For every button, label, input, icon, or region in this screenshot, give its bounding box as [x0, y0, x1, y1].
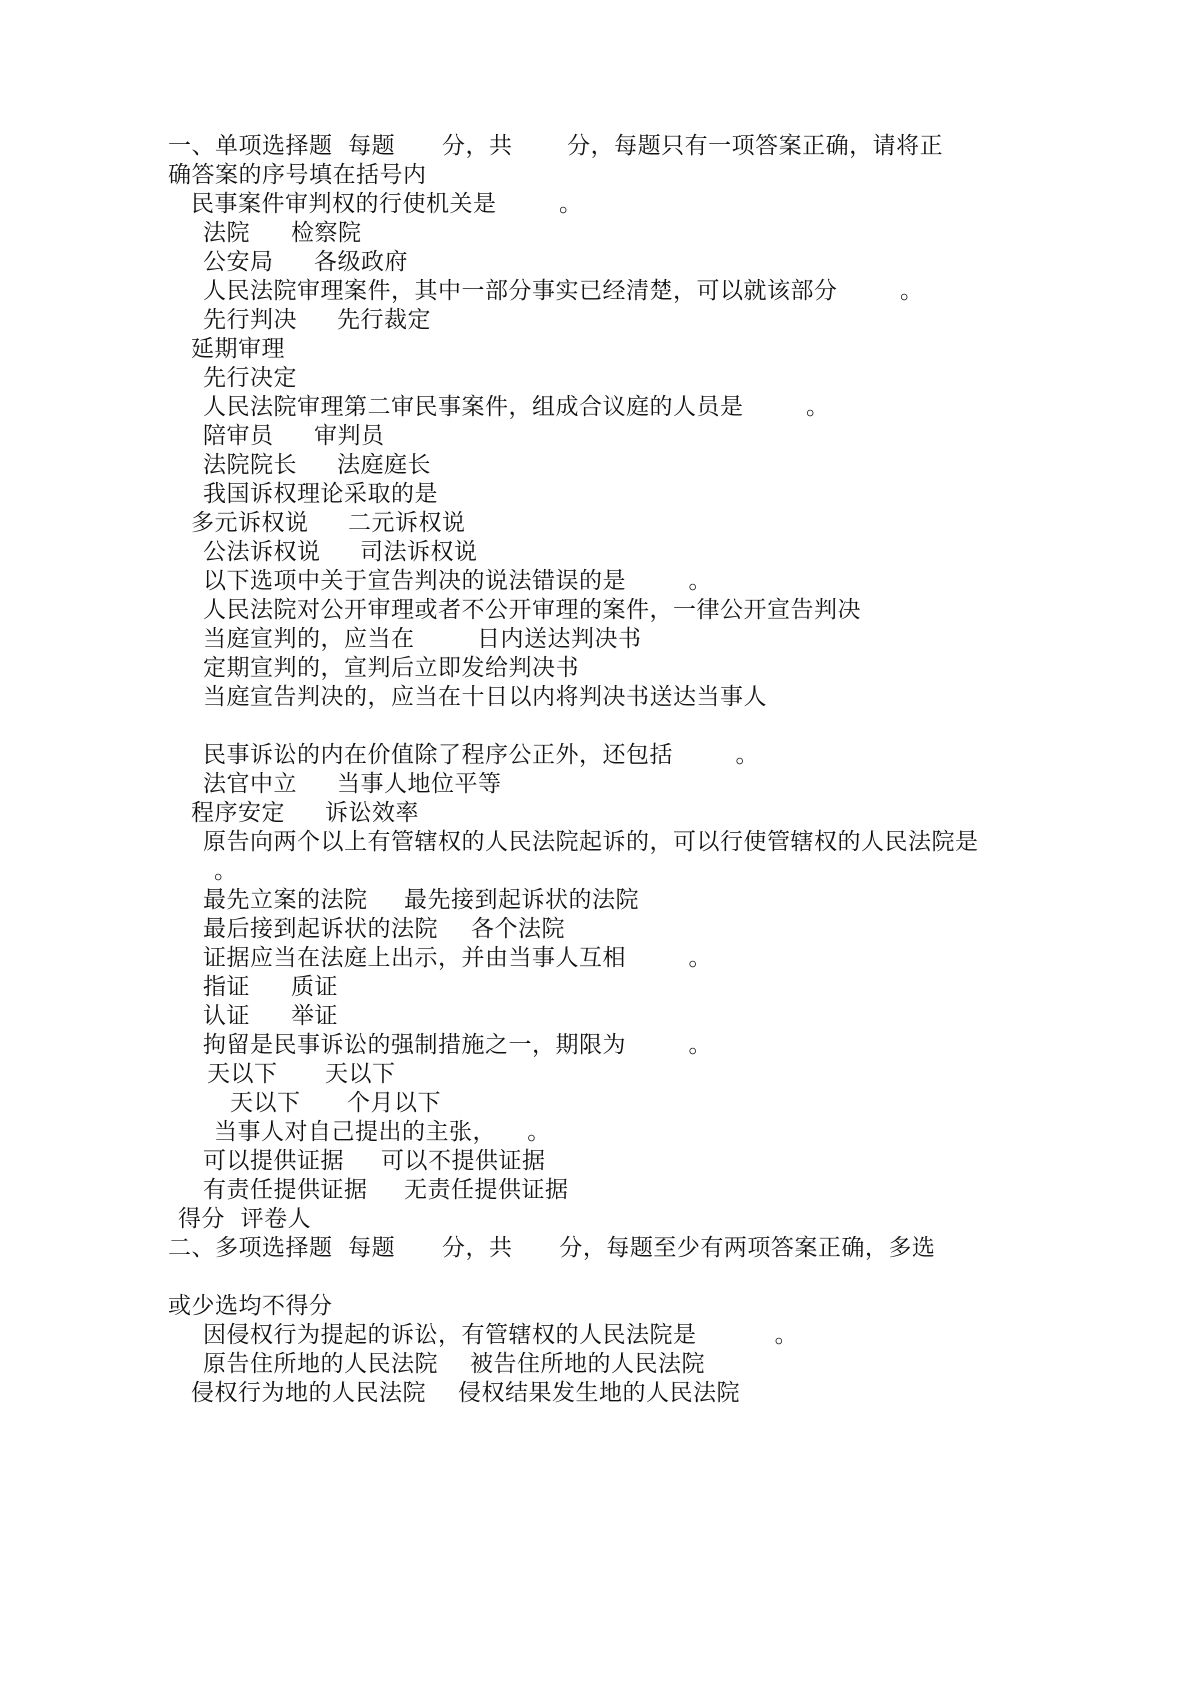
option-c: 最后接到起诉状的法院	[203, 916, 438, 942]
option-b: 最先接到起诉状的法院	[404, 887, 639, 913]
question-2-option-c: 延期审理	[191, 336, 285, 362]
option-a: 指证	[203, 974, 250, 1000]
score-box-label: 得分 评卷人	[178, 1206, 312, 1232]
option-a: 多元诉权说	[191, 510, 309, 536]
question-5-option-b: 当庭宣判的，应当在 日内送达判决书	[203, 626, 642, 652]
section1-header-line2: 确答案的序号填在括号内	[168, 162, 427, 188]
question-5-option-d: 当庭宣告判决的，应当在十日以内将判决书送达当事人	[203, 684, 767, 710]
question-7-stem: 原告向两个以上有管辖权的人民法院起诉的，可以行使管辖权的人民法院是	[203, 829, 979, 855]
section2-header-line1: 二、多项选择题 每题 分，共 分，每题至少有两项答案正确，多选	[168, 1235, 936, 1261]
option-c: 侵权行为地的人民法院	[191, 1380, 426, 1406]
question-1-stem: 民事案件审判权的行使机关是 。	[191, 191, 583, 217]
question-2-option-d: 先行决定	[203, 365, 297, 391]
option-d: 侵权结果发生地的人民法院	[458, 1380, 740, 1406]
section2-header-line2: 或少选均不得分	[168, 1293, 333, 1319]
option-d: 各级政府	[314, 249, 408, 275]
question-5-option-c: 定期宣判的，宣判后立即发给判决书	[203, 655, 579, 681]
option-c: 公安局	[203, 249, 274, 275]
question-6-stem: 民事诉讼的内在价值除了程序公正外，还包括 。	[203, 742, 759, 768]
question-9-stem: 拘留是民事诉讼的强制措施之一，期限为 。	[203, 1032, 712, 1058]
option-b: 天以下	[325, 1061, 396, 1087]
option-d: 无责任提供证据	[404, 1177, 569, 1203]
option-a: 天以下	[207, 1061, 278, 1087]
question-3-stem: 人民法院审理第二审民事案件，组成合议庭的人员是 。	[203, 394, 830, 420]
option-b: 当事人地位平等	[337, 771, 502, 797]
option-c: 法院院长	[203, 452, 297, 478]
option-a: 可以提供证据	[203, 1148, 344, 1174]
option-b: 被告住所地的人民法院	[470, 1351, 705, 1377]
option-c: 有责任提供证据	[203, 1177, 368, 1203]
section1-header-line1: 一、单项选择题 每题 分，共 分，每题只有一项答案正确，请将正	[168, 133, 944, 159]
multi-question-1-options-row-2	[191, 1378, 791, 1498]
question-4-stem: 我国诉权理论采取的是	[203, 481, 438, 507]
option-c: 程序安定	[191, 800, 285, 826]
option-a: 法院	[203, 220, 250, 246]
option-d: 诉讼效率	[325, 800, 419, 826]
question-7-stem-end: 。	[214, 858, 238, 884]
option-a: 陪审员	[203, 423, 274, 449]
option-d: 法庭庭长	[337, 452, 431, 478]
option-a: 原告住所地的人民法院	[203, 1351, 438, 1377]
option-a: 最先立案的法院	[203, 887, 368, 913]
question-10-stem: 当事人对自己提出的主张， 。	[214, 1119, 551, 1145]
option-c: 认证	[203, 1003, 250, 1029]
option-d: 个月以下	[347, 1090, 441, 1116]
option-b: 审判员	[314, 423, 385, 449]
option-c: 公法诉权说	[203, 539, 321, 565]
question-8-stem: 证据应当在法庭上出示，并由当事人互相 。	[203, 945, 712, 971]
option-c: 天以下	[230, 1090, 301, 1116]
option-b: 可以不提供证据	[381, 1148, 546, 1174]
option-b: 检察院	[291, 220, 362, 246]
multi-question-1-stem: 因侵权行为提起的诉讼，有管辖权的人民法院是 。	[203, 1322, 799, 1348]
question-2-stem: 人民法院审理案件，其中一部分事实已经清楚，可以就该部分 。	[203, 278, 924, 304]
option-b: 质证	[291, 974, 338, 1000]
option-a: 法官中立	[203, 771, 297, 797]
option-d: 司法诉权说	[360, 539, 478, 565]
option-a: 先行判决	[203, 307, 297, 333]
option-d: 各个法院	[471, 916, 565, 942]
option-b: 二元诉权说	[348, 510, 466, 536]
option-d: 举证	[291, 1003, 338, 1029]
question-5-option-a: 人民法院对公开审理或者不公开审理的案件，一律公开宣告判决	[203, 597, 861, 623]
option-b: 先行裁定	[337, 307, 431, 333]
question-5-stem: 以下选项中关于宣告判决的说法错误的是 。	[203, 568, 712, 594]
